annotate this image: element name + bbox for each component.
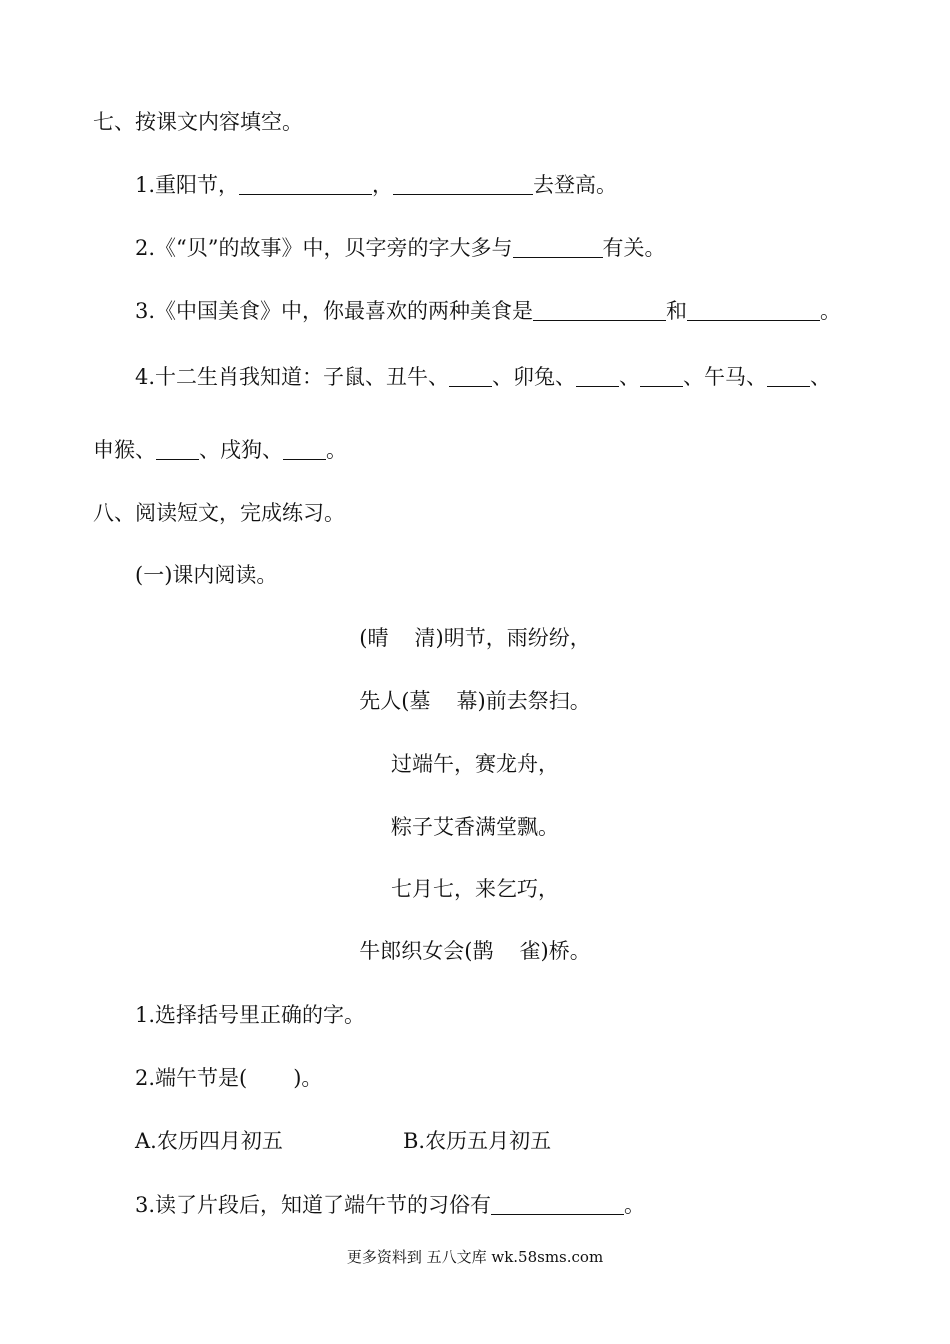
question-text: 2.《“贝”的故事》中，贝字旁的字大多与 [135,236,513,260]
question-text: 、 [810,365,832,389]
answer-blank[interactable] [533,300,666,321]
question-7-1 [135,172,617,198]
question-7-4-continued [93,437,347,463]
option-b[interactable]: B.农历五月初五 [403,1129,552,1153]
question-text: 、卯兔、 [492,365,577,389]
question-text: 申猴、 [93,438,156,462]
question-text: 2.端午节是( [135,1066,248,1090]
question-text: 4.十二生肖我知道：子鼠、丑牛、 [135,365,450,389]
question-text: 。 [326,438,347,462]
poem-text: 清)明节，雨纷纷， [414,626,591,650]
question-text: 去登高。 [533,173,618,197]
answer-blank[interactable] [283,439,326,460]
poem-line-5: 七月七，来乞巧， [391,877,559,901]
question-text: 、戌狗、 [199,438,283,462]
question-text: 和 [666,299,688,323]
poem-text: 幕)前去祭扫。 [456,689,591,713]
poem-text: 先人(墓 [359,689,431,713]
question-text: 。 [820,299,842,323]
question-text: 、午马、 [683,365,768,389]
question-text: ， [372,173,394,197]
option-a[interactable]: A.农历四月初五 [135,1129,283,1153]
poem-line-4: 粽子艾香满堂飘。 [391,815,559,839]
answer-blank[interactable] [156,439,199,460]
answer-blank[interactable] [687,300,820,321]
answer-blank[interactable] [239,174,372,195]
answer-blank[interactable] [767,366,810,387]
question-7-4 [135,364,831,390]
question-text: 1.重阳节， [135,173,240,197]
answer-blank[interactable] [513,237,603,258]
answer-blank[interactable] [576,366,619,387]
answer-blank[interactable] [640,366,683,387]
poem-line-2 [0,688,950,714]
poem-text: 雀)桥。 [519,939,591,963]
question-text: 3.《中国美食》中，你最喜欢的两种美食是 [135,299,534,323]
footer-text: 更多资料到 五八文库 wk.58sms.com [346,1248,604,1266]
question-text: 、 [619,365,641,389]
poem-text: (晴 [359,626,389,650]
poem-line-6 [0,938,950,964]
poem-line-3: 过端午，赛龙舟， [391,752,559,776]
section-8-heading: 八、阅读短文，完成练习。 [93,501,345,525]
poem-text: 牛郎织女会(鹊 [359,939,494,963]
answer-blank[interactable] [393,174,533,195]
question-8-3 [135,1192,645,1218]
question-7-2 [135,235,666,261]
question-text: )。 [293,1066,323,1090]
question-8-2 [135,1065,322,1091]
poem-line-1 [0,625,950,651]
question-text: 有关。 [602,236,666,260]
question-text: 3.读了片段后，知道了端午节的习俗有 [135,1193,492,1217]
section-7-heading: 七、按课文内容填空。 [93,110,303,134]
question-8-1: 1.选择括号里正确的字。 [135,1003,366,1027]
subsection-heading: (一)课内阅读。 [135,563,278,587]
question-7-3 [135,298,841,324]
question-text: 。 [624,1193,646,1217]
answer-blank[interactable] [449,366,492,387]
answer-blank[interactable] [491,1194,624,1215]
